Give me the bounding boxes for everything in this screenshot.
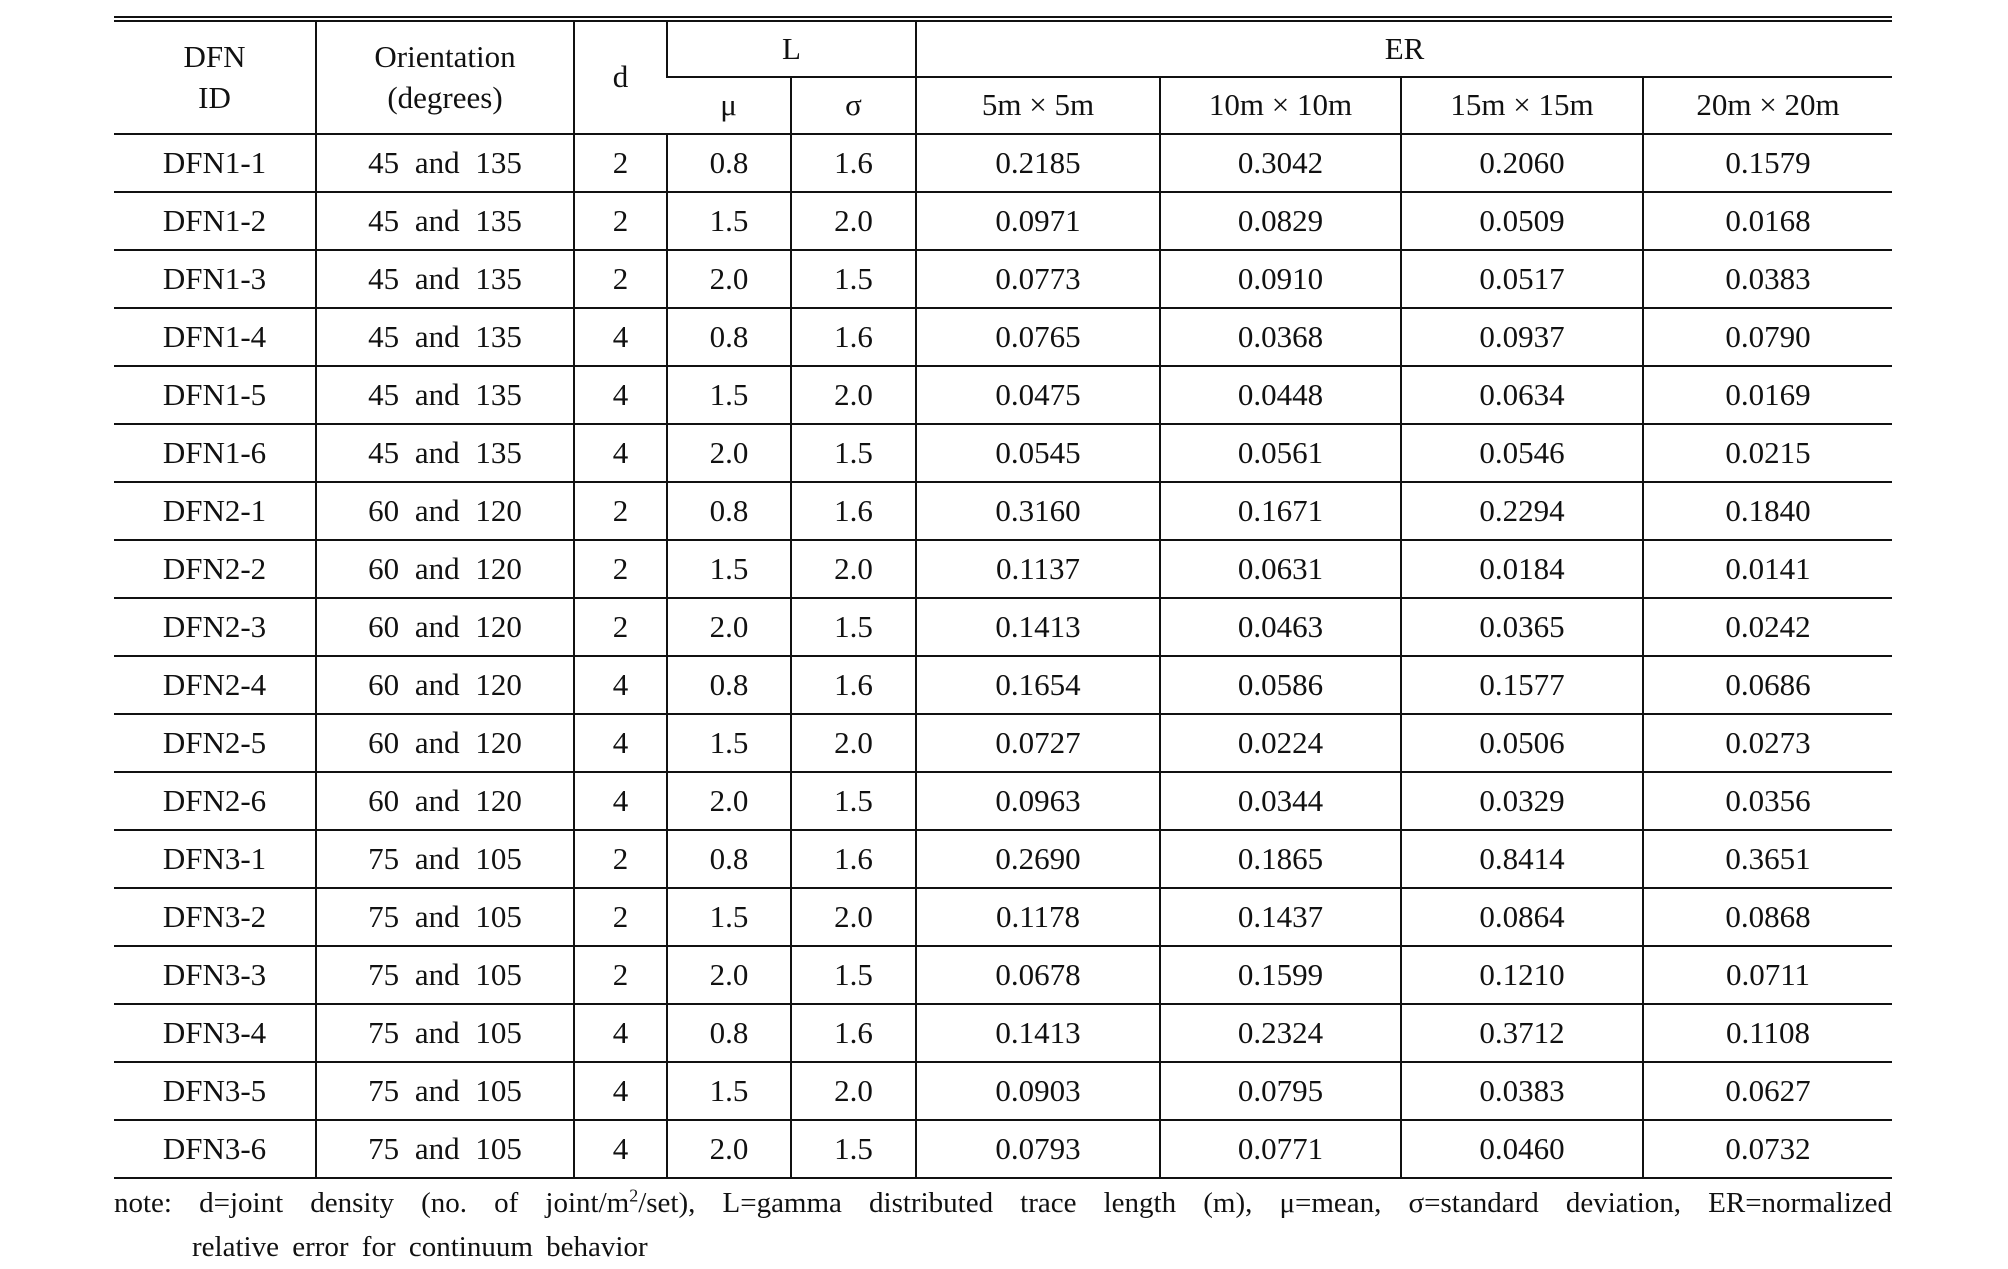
cell-er-10m: 0.0771 xyxy=(1160,1120,1401,1178)
cell-sigma: 1.5 xyxy=(791,1120,916,1178)
cell-mu: 0.8 xyxy=(667,656,791,714)
cell-sigma: 1.5 xyxy=(791,772,916,830)
cell-d: 4 xyxy=(574,1004,667,1062)
cell-d: 4 xyxy=(574,366,667,424)
cell-er-5m: 0.1137 xyxy=(916,540,1160,598)
cell-d: 2 xyxy=(574,946,667,1004)
cell-er-5m: 0.0971 xyxy=(916,192,1160,250)
table-row xyxy=(114,1120,1892,1178)
header-sigma: σ xyxy=(791,77,916,134)
cell-er-15m: 0.0937 xyxy=(1401,308,1643,366)
cell-er-15m: 0.2294 xyxy=(1401,482,1643,540)
table-row xyxy=(114,540,1892,598)
cell-er-15m: 0.0506 xyxy=(1401,714,1643,772)
cell-er-20m: 0.0141 xyxy=(1643,540,1892,598)
cell-er-10m: 0.2324 xyxy=(1160,1004,1401,1062)
cell-er-10m: 0.1599 xyxy=(1160,946,1401,1004)
header-er-10m: 10m × 10m xyxy=(1160,77,1401,134)
cell-er-20m: 0.0732 xyxy=(1643,1120,1892,1178)
cell-er-20m: 0.0711 xyxy=(1643,946,1892,1004)
cell-er-10m: 0.0463 xyxy=(1160,598,1401,656)
cell-sigma: 2.0 xyxy=(791,192,916,250)
cell-er-10m: 0.0368 xyxy=(1160,308,1401,366)
cell-d: 2 xyxy=(574,888,667,946)
cell-orientation: 60 and 120 xyxy=(316,714,574,772)
table-body xyxy=(114,134,1892,1178)
cell-mu: 0.8 xyxy=(667,482,791,540)
cell-orientation: 45 and 135 xyxy=(316,250,574,308)
cell-er-5m: 0.0727 xyxy=(916,714,1160,772)
cell-d: 4 xyxy=(574,656,667,714)
cell-er-5m: 0.1654 xyxy=(916,656,1160,714)
cell-er-15m: 0.1577 xyxy=(1401,656,1643,714)
cell-mu: 2.0 xyxy=(667,424,791,482)
er-table xyxy=(114,16,1892,1179)
cell-sigma: 1.6 xyxy=(791,656,916,714)
cell-er-5m: 0.1178 xyxy=(916,888,1160,946)
cell-er-15m: 0.1210 xyxy=(1401,946,1643,1004)
header-er-15m: 15m × 15m xyxy=(1401,77,1643,134)
table-row xyxy=(114,482,1892,540)
cell-id: DFN3-3 xyxy=(114,946,316,1004)
cell-mu: 0.8 xyxy=(667,134,791,192)
note-line-2: relative error for continuum behavior xyxy=(192,1231,648,1263)
cell-id: DFN1-2 xyxy=(114,192,316,250)
cell-er-5m: 0.2185 xyxy=(916,134,1160,192)
table-row xyxy=(114,830,1892,888)
cell-orientation: 45 and 135 xyxy=(316,308,574,366)
cell-sigma: 1.6 xyxy=(791,482,916,540)
cell-mu: 2.0 xyxy=(667,772,791,830)
cell-er-20m: 0.0169 xyxy=(1643,366,1892,424)
cell-id: DFN2-2 xyxy=(114,540,316,598)
cell-sigma: 1.5 xyxy=(791,946,916,1004)
cell-id: DFN3-5 xyxy=(114,1062,316,1120)
cell-orientation: 75 and 105 xyxy=(316,1120,574,1178)
cell-mu: 1.5 xyxy=(667,192,791,250)
cell-sigma: 2.0 xyxy=(791,366,916,424)
cell-er-5m: 0.0773 xyxy=(916,250,1160,308)
cell-er-15m: 0.8414 xyxy=(1401,830,1643,888)
header-orientation: Orientation (degrees) xyxy=(316,19,574,134)
cell-id: DFN1-3 xyxy=(114,250,316,308)
cell-sigma: 1.6 xyxy=(791,134,916,192)
cell-er-10m: 0.0829 xyxy=(1160,192,1401,250)
cell-er-5m: 0.0475 xyxy=(916,366,1160,424)
cell-er-5m: 0.0678 xyxy=(916,946,1160,1004)
cell-er-5m: 0.1413 xyxy=(916,1004,1160,1062)
cell-mu: 0.8 xyxy=(667,1004,791,1062)
cell-mu: 2.0 xyxy=(667,946,791,1004)
cell-orientation: 45 and 135 xyxy=(316,134,574,192)
cell-d: 2 xyxy=(574,250,667,308)
cell-mu: 1.5 xyxy=(667,540,791,598)
table-row xyxy=(114,250,1892,308)
table-row xyxy=(114,192,1892,250)
header-dfn-id: DFN ID xyxy=(114,19,316,134)
cell-er-15m: 0.0184 xyxy=(1401,540,1643,598)
cell-id: DFN2-6 xyxy=(114,772,316,830)
cell-d: 2 xyxy=(574,134,667,192)
cell-id: DFN2-4 xyxy=(114,656,316,714)
cell-orientation: 75 and 105 xyxy=(316,1004,574,1062)
cell-er-15m: 0.2060 xyxy=(1401,134,1643,192)
cell-er-20m: 0.0790 xyxy=(1643,308,1892,366)
cell-orientation: 75 and 105 xyxy=(316,946,574,1004)
table-row xyxy=(114,598,1892,656)
cell-er-5m: 0.0903 xyxy=(916,1062,1160,1120)
cell-er-15m: 0.0460 xyxy=(1401,1120,1643,1178)
cell-mu: 1.5 xyxy=(667,366,791,424)
cell-er-5m: 0.1413 xyxy=(916,598,1160,656)
header-row-1 xyxy=(114,19,1892,77)
cell-er-15m: 0.0329 xyxy=(1401,772,1643,830)
header-er-5m: 5m × 5m xyxy=(916,77,1160,134)
table-row xyxy=(114,1004,1892,1062)
cell-orientation: 75 and 105 xyxy=(316,1062,574,1120)
cell-er-15m: 0.3712 xyxy=(1401,1004,1643,1062)
cell-id: DFN3-1 xyxy=(114,830,316,888)
cell-mu: 1.5 xyxy=(667,714,791,772)
cell-id: DFN1-1 xyxy=(114,134,316,192)
cell-mu: 2.0 xyxy=(667,250,791,308)
note-line-1: note: d=joint density (no. of joint/$m^2/set$), L=gamma distributed trace length (m), μ=mean, σ=standard deviation, ER=normalized xyxy=(114,1185,1892,1219)
cell-er-5m: 0.3160 xyxy=(916,482,1160,540)
cell-mu: 2.0 xyxy=(667,1120,791,1178)
table-row xyxy=(114,656,1892,714)
cell-er-10m: 0.1865 xyxy=(1160,830,1401,888)
table-row xyxy=(114,134,1892,192)
table-row xyxy=(114,714,1892,772)
header-ER: ER xyxy=(916,19,1892,77)
cell-orientation: 45 and 135 xyxy=(316,192,574,250)
cell-orientation: 60 and 120 xyxy=(316,772,574,830)
cell-er-15m: 0.0509 xyxy=(1401,192,1643,250)
table-row xyxy=(114,1062,1892,1120)
cell-d: 2 xyxy=(574,830,667,888)
cell-d: 4 xyxy=(574,772,667,830)
table-row xyxy=(114,366,1892,424)
cell-mu: 1.5 xyxy=(667,1062,791,1120)
cell-sigma: 2.0 xyxy=(791,1062,916,1120)
cell-er-15m: 0.0365 xyxy=(1401,598,1643,656)
cell-er-20m: 0.1579 xyxy=(1643,134,1892,192)
cell-sigma: 2.0 xyxy=(791,888,916,946)
cell-sigma: 1.6 xyxy=(791,308,916,366)
cell-er-20m: 0.0627 xyxy=(1643,1062,1892,1120)
cell-id: DFN1-5 xyxy=(114,366,316,424)
cell-er-10m: 0.0631 xyxy=(1160,540,1401,598)
cell-er-5m: 0.0545 xyxy=(916,424,1160,482)
cell-er-10m: 0.0910 xyxy=(1160,250,1401,308)
cell-er-20m: 0.1108 xyxy=(1643,1004,1892,1062)
cell-er-10m: 0.0448 xyxy=(1160,366,1401,424)
table-row xyxy=(114,772,1892,830)
cell-orientation: 60 and 120 xyxy=(316,482,574,540)
cell-d: 4 xyxy=(574,1062,667,1120)
cell-orientation: 45 and 135 xyxy=(316,424,574,482)
cell-er-15m: 0.0383 xyxy=(1401,1062,1643,1120)
cell-sigma: 1.5 xyxy=(791,598,916,656)
cell-sigma: 1.5 xyxy=(791,424,916,482)
cell-er-20m: 0.0168 xyxy=(1643,192,1892,250)
cell-orientation: 60 and 120 xyxy=(316,540,574,598)
cell-orientation: 60 and 120 xyxy=(316,656,574,714)
cell-orientation: 60 and 120 xyxy=(316,598,574,656)
cell-er-10m: 0.0344 xyxy=(1160,772,1401,830)
cell-mu: 0.8 xyxy=(667,830,791,888)
cell-er-20m: 0.0273 xyxy=(1643,714,1892,772)
cell-er-15m: 0.0517 xyxy=(1401,250,1643,308)
cell-er-10m: 0.0795 xyxy=(1160,1062,1401,1120)
cell-d: 2 xyxy=(574,598,667,656)
cell-er-10m: 0.0561 xyxy=(1160,424,1401,482)
cell-er-20m: 0.3651 xyxy=(1643,830,1892,888)
cell-er-20m: 0.0215 xyxy=(1643,424,1892,482)
table-note xyxy=(114,1181,1892,1269)
cell-er-20m: 0.0242 xyxy=(1643,598,1892,656)
cell-d: 4 xyxy=(574,308,667,366)
cell-id: DFN2-3 xyxy=(114,598,316,656)
cell-id: DFN1-6 xyxy=(114,424,316,482)
cell-mu: 2.0 xyxy=(667,598,791,656)
cell-er-10m: 0.3042 xyxy=(1160,134,1401,192)
cell-sigma: 2.0 xyxy=(791,540,916,598)
cell-er-10m: 0.0224 xyxy=(1160,714,1401,772)
cell-id: DFN3-6 xyxy=(114,1120,316,1178)
cell-er-5m: 0.2690 xyxy=(916,830,1160,888)
cell-id: DFN3-4 xyxy=(114,1004,316,1062)
cell-mu: 0.8 xyxy=(667,308,791,366)
cell-mu: 1.5 xyxy=(667,888,791,946)
cell-er-5m: 0.0963 xyxy=(916,772,1160,830)
cell-d: 4 xyxy=(574,1120,667,1178)
cell-er-20m: 0.0383 xyxy=(1643,250,1892,308)
cell-d: 2 xyxy=(574,192,667,250)
header-er-20m: 20m × 20m xyxy=(1643,77,1892,134)
cell-sigma: 1.6 xyxy=(791,830,916,888)
table-container xyxy=(114,16,1892,1269)
table-row xyxy=(114,308,1892,366)
table-row xyxy=(114,424,1892,482)
cell-er-20m: 0.0868 xyxy=(1643,888,1892,946)
cell-id: DFN2-5 xyxy=(114,714,316,772)
cell-id: DFN2-1 xyxy=(114,482,316,540)
cell-er-20m: 0.0686 xyxy=(1643,656,1892,714)
header-L: L xyxy=(667,19,916,77)
cell-er-15m: 0.0864 xyxy=(1401,888,1643,946)
cell-orientation: 75 and 105 xyxy=(316,888,574,946)
table-row xyxy=(114,888,1892,946)
cell-er-10m: 0.1437 xyxy=(1160,888,1401,946)
cell-orientation: 45 and 135 xyxy=(316,366,574,424)
cell-er-5m: 0.0765 xyxy=(916,308,1160,366)
cell-er-20m: 0.1840 xyxy=(1643,482,1892,540)
cell-id: DFN3-2 xyxy=(114,888,316,946)
cell-sigma: 1.6 xyxy=(791,1004,916,1062)
cell-er-20m: 0.0356 xyxy=(1643,772,1892,830)
cell-sigma: 2.0 xyxy=(791,714,916,772)
header-mu: μ xyxy=(667,77,791,134)
table-row xyxy=(114,946,1892,1004)
cell-id: DFN1-4 xyxy=(114,308,316,366)
cell-d: 4 xyxy=(574,424,667,482)
cell-er-10m: 0.1671 xyxy=(1160,482,1401,540)
cell-orientation: 75 and 105 xyxy=(316,830,574,888)
cell-er-15m: 0.0546 xyxy=(1401,424,1643,482)
cell-d: 4 xyxy=(574,714,667,772)
cell-er-15m: 0.0634 xyxy=(1401,366,1643,424)
header-d: d xyxy=(574,19,667,134)
cell-d: 2 xyxy=(574,482,667,540)
cell-d: 2 xyxy=(574,540,667,598)
cell-er-10m: 0.0586 xyxy=(1160,656,1401,714)
cell-er-5m: 0.0793 xyxy=(916,1120,1160,1178)
cell-sigma: 1.5 xyxy=(791,250,916,308)
